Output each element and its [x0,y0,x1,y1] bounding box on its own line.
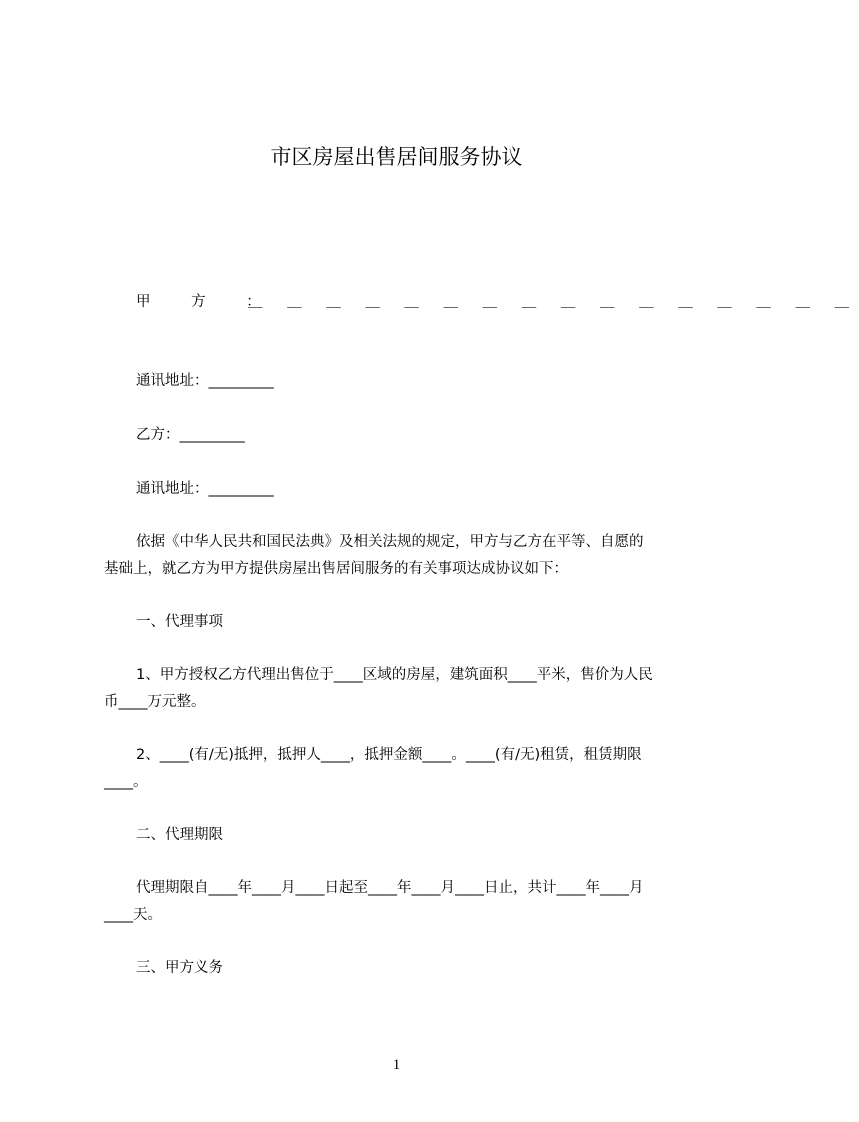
party-a-line [136,293,859,311]
section-2-heading: 二、代理期限 [136,827,223,843]
intro-paragraph-line-2: 基础上，就乙方为甲方提供房屋出售居间服务的有关事项达成协议如下： [104,561,568,577]
party-a-address: 通讯地址：_________ [136,373,274,389]
party-a-label: 甲 方 ： [136,294,279,310]
party-b-address: 通讯地址：_________ [136,481,274,497]
term-line-2: ____天。 [104,907,162,923]
item-2-line-2: ____。 [104,774,148,790]
item-1-line-1: 1、甲方授权乙方代理出售位于____区域的房屋，建筑面积____平米，售价为人民 [136,667,653,683]
item-1-line-2: 币____万元整。 [104,694,206,710]
document-title: 市区房屋出售居间服务协议 [270,145,523,169]
party-b-line: 乙方：_________ [136,427,245,443]
section-3-heading: 三、甲方义务 [136,960,223,976]
section-1-heading: 一、代理事项 [136,614,223,630]
intro-paragraph-line-1: 依据《中华人民共和国民法典》及相关法规的规定，甲方与乙方在平等、自愿的 [136,534,644,550]
page-number: 1 [392,1057,401,1073]
party-a-blank: ＿ ＿ ＿ ＿ ＿ ＿ ＿ ＿ ＿ ＿ ＿ ＿ ＿ ＿ ＿ ＿ [248,294,859,310]
item-2-line-1: 2、____(有/无)抵押，抵押人____，抵押金额____。____(有/无)租赁，租赁期限 [136,747,642,763]
term-line-1: 代理期限自____年____月____日起至____年____月____日止，共计____年____月 [136,880,644,896]
